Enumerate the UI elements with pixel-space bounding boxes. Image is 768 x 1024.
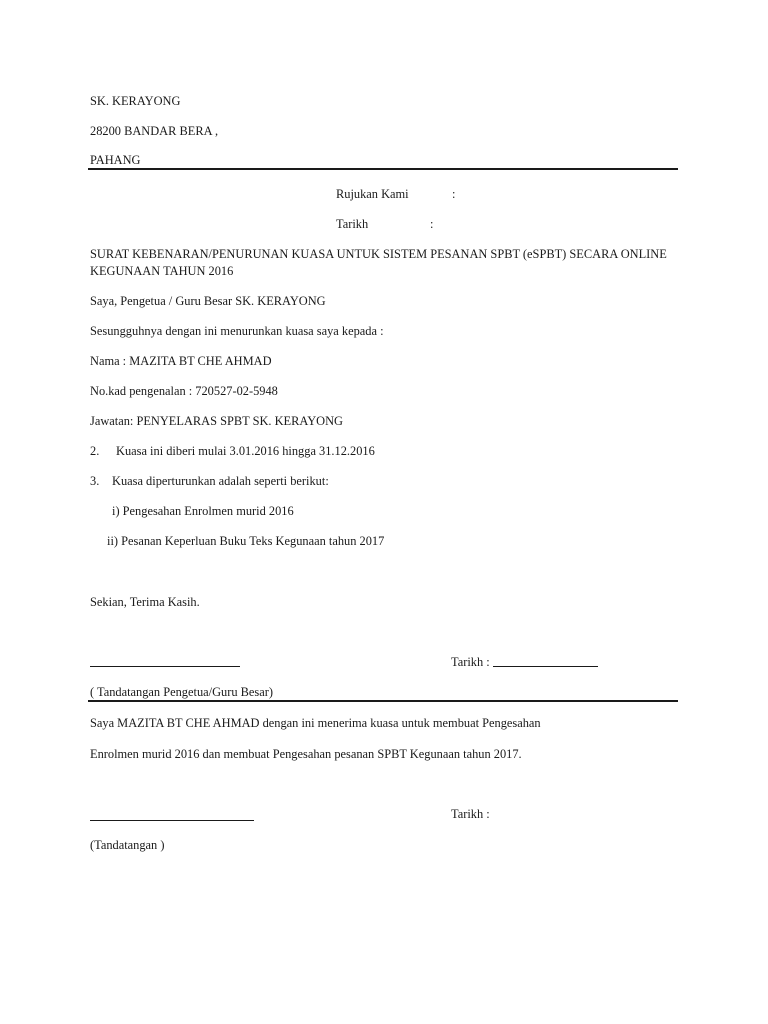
item-2-number: 2. <box>90 444 100 458</box>
header-divider <box>88 168 678 170</box>
tarikh-label: Tarikh <box>336 217 369 231</box>
signature1-tarikh-label: Tarikh : <box>451 655 490 669</box>
intro-text: Saya, Pengetua / Guru Besar SK. KERAYONG <box>90 294 326 308</box>
item-2-text: Kuasa ini diberi mulai 3.01.2016 hingga 31.12.2016 <box>116 444 375 458</box>
school-name: SK. KERAYONG <box>90 94 181 108</box>
address-line: 28200 BANDAR BERA , <box>90 124 219 138</box>
state-line: PAHANG <box>90 153 141 167</box>
section-divider <box>88 700 678 702</box>
item-3-number: 3. <box>90 474 100 488</box>
acceptance-line2: Enrolmen murid 2016 dan membuat Pengesahan pesanan SPBT Kegunaan tahun 2017. <box>90 747 522 761</box>
nama-field: Nama : MAZITA BT CHE AHMAD <box>90 354 272 368</box>
delegation-text: Sesungguhnya dengan ini menurunkan kuasa saya kepada : <box>90 324 384 338</box>
signature1-caption: ( Tandatangan Pengetua/Guru Besar) <box>90 685 273 699</box>
signature-line-recipient <box>90 820 254 821</box>
ic-field: No.kad pengenalan : 720527-02-5948 <box>90 384 278 398</box>
signature-line-principal <box>90 666 240 667</box>
item-3-text: Kuasa diperturunkan adalah seperti berikut: <box>112 474 329 488</box>
letter-title-line1: SURAT KEBENARAN/PENURUNAN KUASA UNTUK SISTEM PESANAN SPBT (eSPBT) SECARA ONLINE <box>90 247 667 261</box>
sub-item-ii: ii) Pesanan Keperluan Buku Teks Kegunaan tahun 2017 <box>107 534 385 548</box>
signature2-tarikh-label: Tarikh : <box>451 807 490 821</box>
tarikh-colon: : <box>430 217 434 231</box>
signature1-date-line <box>493 666 598 667</box>
closing-text: Sekian, Terima Kasih. <box>90 595 200 609</box>
rujukan-colon: : <box>452 187 456 201</box>
rujukan-label: Rujukan Kami <box>336 187 409 201</box>
jawatan-field: Jawatan: PENYELARAS SPBT SK. KERAYONG <box>90 414 343 428</box>
acceptance-line1: Saya MAZITA BT CHE AHMAD dengan ini menerima kuasa untuk membuat Pengesahan <box>90 716 541 730</box>
signature2-caption: (Tandatangan ) <box>90 838 165 852</box>
letter-title-line2: KEGUNAAN TAHUN 2016 <box>90 264 234 278</box>
sub-item-i: i) Pengesahan Enrolmen murid 2016 <box>112 504 294 518</box>
